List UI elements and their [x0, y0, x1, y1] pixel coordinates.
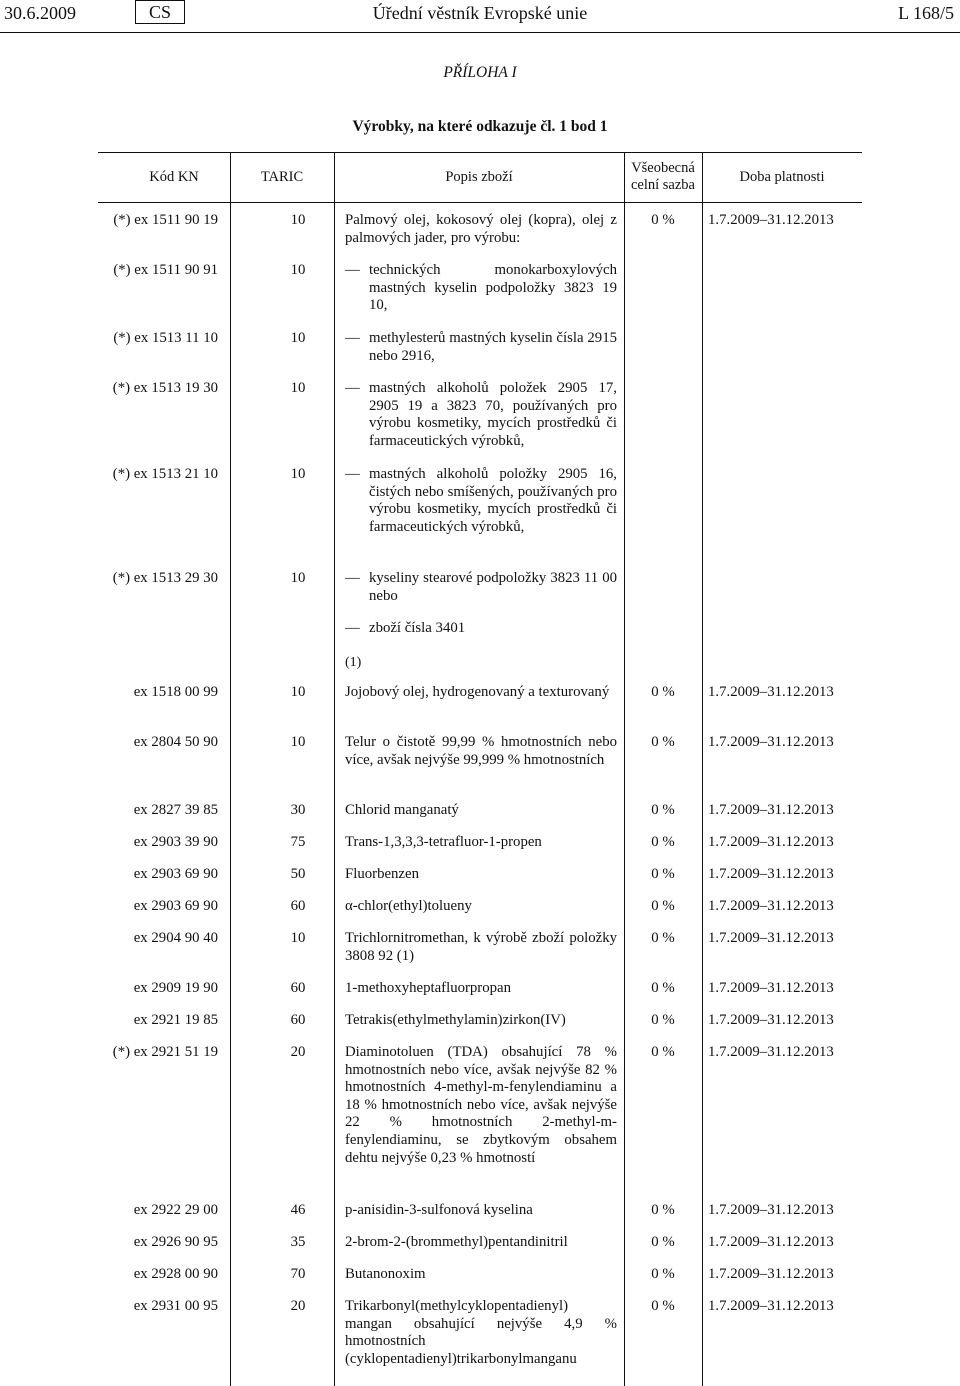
description: — zboží čísla 3401: [345, 620, 617, 638]
description: Fluorbenzen: [345, 866, 419, 882]
description: Tetrakis(ethylmethylamin)zirkon(IV): [345, 1012, 566, 1028]
description: Telur o čistotě 99,99 % hmotnostních nebo více, avšak nejvýše 99,999 % hmotnostních: [345, 734, 617, 768]
validity-period: 1.7.2009–31.12.2013: [708, 684, 834, 700]
validity-period: 1.7.2009–31.12.2013: [708, 1044, 834, 1060]
validity-period: 1.7.2009–31.12.2013: [708, 980, 834, 996]
kn-code: ex 2904 90 40: [133, 930, 218, 946]
column-header-description: Popis zboží: [445, 168, 513, 185]
validity-period: 1.7.2009–31.12.2013: [708, 1012, 834, 1028]
table-row: [0, 262, 960, 330]
taric-code: 10: [290, 570, 306, 586]
page-header: [0, 0, 960, 28]
taric-code: 35: [290, 1234, 306, 1250]
document-title: Výrobky, na které odkazuje čl. 1 bod 1: [352, 118, 608, 135]
taric-code: 10: [290, 212, 306, 228]
table-row: [0, 980, 960, 1012]
validity-period: 1.7.2009–31.12.2013: [708, 866, 834, 882]
column-header-taric: TARIC: [260, 168, 304, 185]
duty-rate: 0 %: [651, 1044, 675, 1060]
table-row: [0, 212, 960, 262]
description: Diaminotoluen (TDA) obsahující 78 % hmotnostních nebo více, avšak nejvýše 82 % hmotnostních 4-methyl-m-fenylendiaminu a 18 % hmotnostních nebo více, avšak nejvýše 22 % hmotnostních 2-methyl-m-fenylendiaminu, se zbytkovým obsahem dehtu nejvýše 0,23 % hmotností: [345, 1044, 617, 1166]
duty-rate: 0 %: [651, 1234, 675, 1250]
table-row: [0, 654, 960, 684]
taric-code: 20: [290, 1044, 306, 1060]
description: Chlorid manganatý: [345, 802, 459, 818]
validity-period: 1.7.2009–31.12.2013: [708, 734, 834, 750]
language-badge: CS: [135, 0, 185, 24]
kn-code: (*) ex 1513 29 30: [112, 570, 218, 586]
description: Trichlornitromethan, k výrobě zboží položky 3808 92 (1): [345, 930, 617, 964]
table-row: [0, 330, 960, 380]
table-row: [0, 866, 960, 898]
table-row: [0, 898, 960, 930]
validity-period: 1.7.2009–31.12.2013: [708, 834, 834, 850]
description: — kyseliny stearové podpoložky 3823 11 00 nebo: [345, 570, 617, 605]
taric-code: 75: [290, 834, 306, 850]
column-header-kn: Kód KN: [149, 168, 199, 185]
duty-rate: 0 %: [651, 1202, 675, 1218]
duty-rate: 0 %: [651, 866, 675, 882]
description: 1-methoxyheptafluorpropan: [345, 980, 512, 996]
kn-code: ex 2931 00 95: [133, 1298, 218, 1314]
table-header-rule: [98, 202, 862, 203]
kn-code: (*) ex 1511 90 91: [113, 262, 218, 278]
kn-code: ex 2921 19 85: [133, 1012, 218, 1028]
table-body: [0, 212, 960, 1368]
taric-code: 10: [290, 262, 306, 278]
duty-rate: 0 %: [651, 1298, 675, 1314]
validity-period: 1.7.2009–31.12.2013: [708, 212, 834, 228]
kn-code: (*) ex 1513 21 10: [112, 466, 218, 482]
taric-code: 10: [290, 380, 306, 396]
validity-period: 1.7.2009–31.12.2013: [708, 1234, 834, 1250]
duty-rate: 0 %: [651, 930, 675, 946]
kn-code: ex 2827 39 85: [133, 802, 218, 818]
taric-code: 20: [290, 1298, 306, 1314]
description: Trikarbonyl(methylcyklopentadienyl) mangan obsahující nejvýše 4,9 % hmotnostních (cyklopentadienyl)trikarbonylmanganu: [345, 1298, 617, 1367]
duty-rate: 0 %: [651, 834, 675, 850]
taric-code: 46: [290, 1202, 306, 1218]
description: — methylesterů mastných kyselin čísla 2915 nebo 2916,: [345, 330, 617, 365]
table-row: [0, 734, 960, 802]
table-row: [0, 834, 960, 866]
duty-rate: 0 %: [651, 212, 675, 228]
taric-code: 60: [290, 980, 306, 996]
taric-code: 10: [290, 466, 306, 482]
description: — mastných alkoholů položky 2905 16, čistých nebo smíšených, používaných pro výrobu kosmetiky, mycích prostředků či farmaceutických výrobků,: [345, 466, 617, 536]
kn-code: ex 2903 69 90: [133, 898, 218, 914]
validity-period: 1.7.2009–31.12.2013: [708, 1202, 834, 1218]
description: p-anisidin-3-sulfonová kyselina: [345, 1202, 533, 1218]
kn-code: (*) ex 1513 19 30: [112, 380, 218, 396]
taric-code: 10: [290, 684, 306, 700]
duty-rate: 0 %: [651, 1012, 675, 1028]
description: 2-brom-2-(brommethyl)pentandinitril: [345, 1234, 568, 1250]
description: α-chlor(ethyl)tolueny: [345, 898, 472, 914]
validity-period: 1.7.2009–31.12.2013: [708, 1298, 834, 1314]
validity-period: 1.7.2009–31.12.2013: [708, 1266, 834, 1282]
publication-date: 30.6.2009: [4, 3, 76, 23]
taric-code: 10: [290, 930, 306, 946]
taric-code: 60: [290, 1012, 306, 1028]
kn-code: ex 2928 00 90: [133, 1266, 218, 1282]
column-header-validity: Doba platnosti: [739, 168, 825, 185]
page-number: L 168/5: [898, 3, 954, 23]
validity-period: 1.7.2009–31.12.2013: [708, 898, 834, 914]
kn-code: (*) ex 1511 90 19: [113, 212, 218, 228]
table-row: [0, 466, 960, 570]
table-row: [0, 380, 960, 466]
taric-code: 30: [290, 802, 306, 818]
duty-rate: 0 %: [651, 1266, 675, 1282]
description: Jojobový olej, hydrogenovaný a texturovaný: [345, 684, 610, 700]
description: — mastných alkoholů položek 2905 17, 2905 19 a 3823 70, používaných pro výrobu kosmetiky, mycích prostředků či farmaceutických výrobků,: [345, 380, 617, 450]
taric-code: 10: [290, 330, 306, 346]
duty-rate: 0 %: [651, 898, 675, 914]
kn-code: ex 2926 90 95: [133, 1234, 218, 1250]
table-row: [0, 930, 960, 980]
table-row: [0, 1044, 960, 1202]
kn-code: (*) ex 1513 11 10: [113, 330, 218, 346]
duty-rate: 0 %: [651, 980, 675, 996]
taric-code: 70: [290, 1266, 306, 1282]
table-row: [0, 1012, 960, 1044]
description: — technických monokarboxylových mastných kyselin podpoložky 3823 19 10,: [345, 262, 617, 315]
table-row: [0, 802, 960, 834]
validity-period: 1.7.2009–31.12.2013: [708, 930, 834, 946]
table-row: [0, 1234, 960, 1266]
table-row: [0, 1298, 960, 1368]
kn-code: ex 1518 00 99: [133, 684, 218, 700]
taric-code: 60: [290, 898, 306, 914]
validity-period: 1.7.2009–31.12.2013: [708, 802, 834, 818]
duty-rate: 0 %: [651, 802, 675, 818]
kn-code: (*) ex 2921 51 19: [112, 1044, 218, 1060]
table-row: [0, 620, 960, 654]
header-rule: [0, 32, 960, 33]
description: Butanonoxim: [345, 1266, 426, 1282]
kn-code: ex 2903 69 90: [133, 866, 218, 882]
duty-rate: 0 %: [651, 684, 675, 700]
kn-code: ex 2903 39 90: [133, 834, 218, 850]
column-header-duty: Všeobecná celní sazba: [630, 160, 695, 193]
kn-code: ex 2909 19 90: [133, 980, 218, 996]
journal-title: Úřední věstník Evropské unie: [372, 3, 588, 23]
duty-rate: 0 %: [651, 734, 675, 750]
description: (1): [345, 655, 362, 670]
kn-code: ex 2922 29 00: [133, 1202, 218, 1218]
description: Palmový olej, kokosový olej (kopra), olej z palmových jader, pro výrobu:: [345, 212, 617, 246]
kn-code: ex 2804 50 90: [133, 734, 218, 750]
table-row: [0, 570, 960, 620]
taric-code: 50: [290, 866, 306, 882]
table-row: [0, 1266, 960, 1298]
annex-heading: PŘÍLOHA I: [443, 64, 517, 81]
table-row: [0, 684, 960, 734]
table-row: [0, 1202, 960, 1234]
description: Trans-1,3,3,3-tetrafluor-1-propen: [345, 834, 542, 850]
taric-code: 10: [290, 734, 306, 750]
